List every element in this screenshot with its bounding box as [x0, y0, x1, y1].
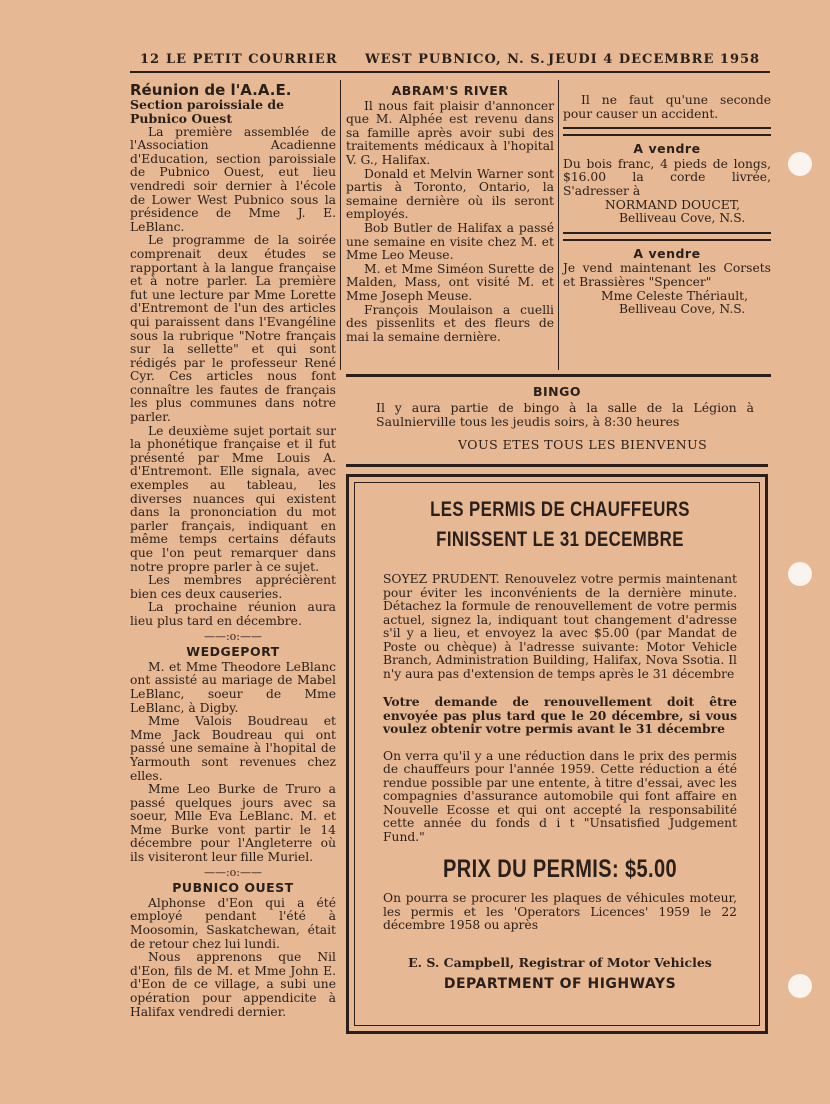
registrar-signature: E. S. Campbell, Registrar of Motor Vehicles [408, 954, 712, 970]
classified-title-a-vendre: A vendre [633, 245, 701, 261]
punch-hole-bottom [788, 974, 812, 998]
ad-paragraph: SOYEZ PRUDENT. Renouvelez votre permis maintenant pour éviter les inconvénients de la dernière minute. Détachez la formule de renouvellement de votre permis actuel, signez la, indiquant tout changement d'adresse s'il y a lieu, et envoyez la avec $5.00 (par Mandat de Poste ou chèque) à l'adresse suivante: Motor Vehicle Branch, Administration Building, Halifax, Nova Ssotia. Il n'y aura pas d'extension de temps après le 31 décembre [383, 572, 737, 681]
column-rule-2 [558, 80, 559, 370]
paragraph: Mme Valois Boudreau et Mme Jack Boudreau qui ont passé une semaine à l'hopital de Yarmouth sont revenues chez elles. [130, 714, 336, 783]
issue-date: JEUDI 4 DECEMBRE 1958 [548, 52, 761, 67]
ad-headline-1: LES PERMIS DE CHAUFFEURS [430, 498, 690, 521]
drivers-permit-ad [346, 474, 768, 1034]
separator: ——:o:—— [203, 629, 263, 643]
paragraph: La prochaine réunion aura lieu plus tard en décembre. [130, 600, 336, 628]
section-heading-abrams-river: ABRAM'S RIVER [391, 83, 509, 98]
article-subtitle: Section paroissiale de Pubnico Ouest [130, 96, 285, 126]
section-heading-wedgeport: WEDGEPORT [186, 644, 280, 660]
classified-place: Belliveau Cove, N.S. [619, 211, 746, 226]
classified-title-a-vendre: A vendre [633, 141, 701, 157]
ad-paragraph: On pourra se procurer les plaques de véhicules moteur, les permis et les 'Operators Licences' 1959 le 22 décembre 1958 ou après [383, 891, 737, 932]
paper-name: LE PETIT COURRIER [166, 52, 338, 67]
page-number: 12 [140, 52, 161, 67]
article-title-aae: Réunion de l'A.A.E. [130, 81, 292, 99]
paragraph: Les membres apprécièrent bien ces deux causeries. [130, 573, 336, 601]
section-rule [346, 374, 771, 377]
column-2 [346, 82, 554, 344]
column-3 [563, 94, 771, 317]
paragraph: Bob Butler de Halifax a passé une semaine en visite chez M. et Mme Leo Meuse. [346, 220, 554, 263]
paragraph: Mme Leo Burke de Truro a passé quelques jours avec sa soeur, Mlle Eva LeBlanc. M. et Mme Burke vont partir le 14 décembre pour l'Angleterre où ils visiteront leur fille Muriel. [130, 782, 336, 865]
paragraph: Nous apprenons que Nil d'Eon, fils de M. et Mme John E. d'Eon de ce village, a subi une opération pour appendicite à Halifax vendredi dernier. [130, 950, 336, 1019]
paragraph: Donald et Melvin Warner sont partis à Toronto, Ontario, la semaine dernière où ils seront employés. [346, 166, 554, 222]
punch-hole-top [788, 152, 812, 176]
double-rule [563, 232, 771, 241]
classified-name: Mme Celeste Thériault, [601, 288, 749, 303]
punch-hole-middle [788, 562, 812, 586]
bingo-text: Il y aura partie de bingo à la salle de la Légion à Saulnierville tous les jeudis soirs, à 8:30 heures [376, 400, 754, 429]
paragraph: Le programme de la soirée comprenait deux études se rapportant à la langue française et à notre parler. La première fut une lecture par Mme Lorette d'Entremont de l'un des articles qui paraissent dans l'Evangéline sous la rubrique "Notre français sur la sellette" et qui sont rédigés par le professeur René Cyr. Ces articles nous font connaître les fautes de français les plus communes dans notre parler. [130, 233, 336, 425]
paper-place: WEST PUBNICO, N. S. [365, 52, 546, 67]
ad-inner-border [354, 482, 760, 1026]
column-1 [130, 81, 336, 1019]
paragraph: Le deuxième sujet portait sur la phonétique française et il fut présenté par Mme Louis A. d'Entremont. Elle signala, avec exemples au tableau, les diverses nuances qui existent dans la prononciation du mot parler français, indiquant en même temps certains défauts que l'on peut remarquer dans notre propre parler à ce sujet. [130, 423, 336, 574]
classified-name: NORMAND DOUCET, [605, 197, 741, 212]
paragraph: Alphonse d'Eon qui a été employé pendant l'été à Moosomin, Saskatchewan, était de retour chez lui lundi. [130, 895, 336, 951]
bingo-box [346, 382, 768, 467]
ad-headline-2: FINISSENT LE 31 DECEMBRE [436, 528, 684, 551]
paragraph: Il nous fait plaisir d'annoncer que M. Alphée est revenu dans sa famille après avoir subi des traitements médicaux à l'hopital V. G., Halifax. [346, 98, 554, 167]
classified-text: Du bois franc, 4 pieds de longs, $16.00 la corde livrée, S'adresser à [563, 156, 771, 198]
bingo-footer: VOUS ETES TOUS LES BIENVENUS [458, 437, 708, 452]
ad-paragraph-bold: Votre demande de renouvellement doit être envoyée pas plus tard que le 20 décembre, si vous voulez obtenir votre permis avant le 31 décembre [383, 694, 737, 736]
bingo-title: BINGO [532, 384, 582, 399]
double-rule [563, 127, 771, 136]
permit-price: PRIX DU PERMIS: $5.00 [442, 855, 678, 883]
paragraph: François Moulaison a cuelli des pissenlits et des fleurs de mai la semaine dernière. [346, 302, 554, 344]
paragraph: La première assemblée de l'Association Acadienne d'Education, section paroissiale de Pubnico Ouest, eut lieu vendredi soir dernier à l'école de Lower West Pubnico sous la présidence de Mme J. E. LeBlanc. [130, 124, 336, 234]
masthead-rule [130, 71, 770, 73]
paragraph: M. et Mme Siméon Surette de Malden, Mass, ont visité M. et Mme Joseph Meuse. [346, 261, 554, 303]
classified-text: Je vend maintenant les Corsets et Brassières "Spencer" [563, 261, 771, 289]
column-rule-1 [340, 80, 341, 370]
section-heading-pubnico-ouest: PUBNICO OUEST [172, 880, 294, 896]
classified-place: Belliveau Cove, N.S. [619, 302, 746, 317]
ad-paragraph: On verra qu'il y a une réduction dans le prix des permis de chauffeurs pour l'année 1959. Cette réduction a été rendue possible par une entente, à titre d'essai, avec les compagnies d'assurance automobile qui font affaire en Nouvelle Ecosse et qui ont accepté la responsabilité cette année du fonds d i t "Unsatisfied Judgement Fund." [383, 748, 737, 844]
safety-note: Il ne faut qu'une seconde pour causer un accident. [563, 93, 771, 121]
paragraph: M. et Mme Theodore LeBlanc ont assisté au mariage de Mabel LeBlanc, soeur de Mme LeBlanc, à Digby. [130, 659, 336, 715]
separator: ——:o:—— [203, 865, 263, 879]
department-name: DEPARTMENT OF HIGHWAYS [443, 975, 677, 992]
